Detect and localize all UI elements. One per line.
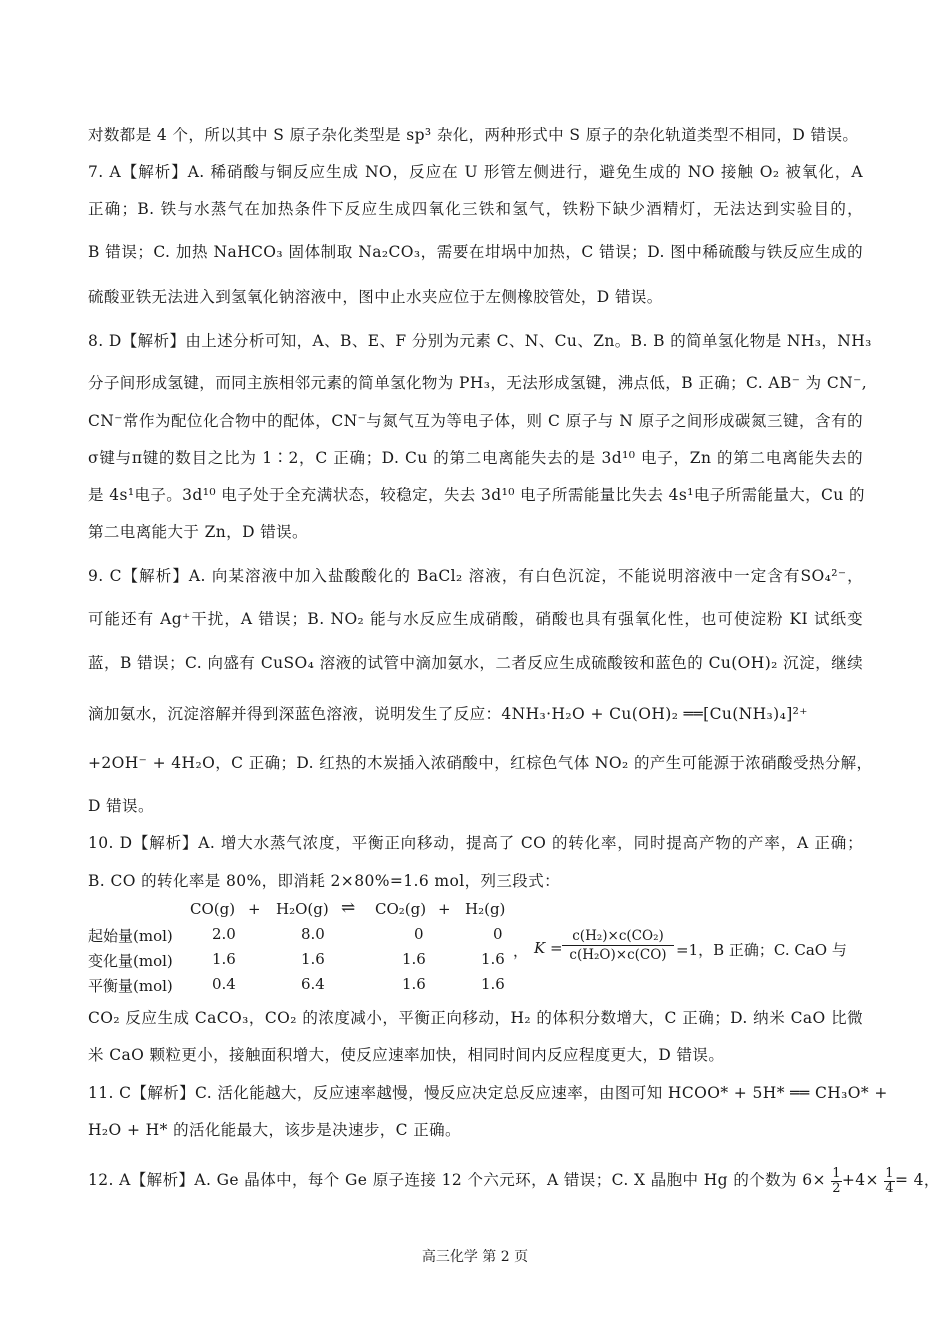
row-value: 0 — [493, 925, 503, 943]
fraction-numerator: 1 — [885, 1165, 894, 1181]
eq-plus: + — [438, 900, 451, 918]
row-label: 变化量(mol) — [88, 952, 173, 970]
row-value: 1.6 — [481, 950, 505, 968]
text-line: H₂O + H* 的活化能最大，该步是决速步，C 正确。 — [88, 1121, 461, 1139]
row-value: 8.0 — [301, 925, 325, 943]
row-value: 1.6 — [402, 950, 426, 968]
eq-species: H₂O(g) — [276, 900, 329, 918]
fraction-one-half — [831, 1167, 842, 1196]
row-value: 2.0 — [212, 925, 236, 943]
eq-species: CO₂(g) — [375, 900, 427, 918]
equilibrium-arrow: ⇌ — [341, 898, 356, 918]
text-segment: 12. A【解析】A. Ge 晶体中，每个 Ge 原子连接 12 个六元环，A 错误；C. X 晶胞中 Hg 的个数为 6× — [88, 1171, 826, 1189]
text-line: 10. D【解析】A. 增大水蒸气浓度，平衡正向移动，提高了 CO 的转化率，同时提高产物的产率，A 正确； — [88, 834, 863, 852]
text-line: 9. C【解析】A. 向某溶液中加入盐酸酸化的 BaCl₂ 溶液，有白色沉淀，不能说明溶液中一定含有SO₄²⁻， — [88, 567, 863, 585]
k-denominator: c(H₂O)×c(CO) — [569, 947, 667, 963]
text-line: 硫酸亚铁无法进入到氢氧化钠溶液中，图中止水夹应位于左侧橡胶管处，D 错误。 — [88, 288, 663, 306]
text-line-with-fractions — [88, 1160, 940, 1200]
eq-plus: + — [248, 900, 261, 918]
text-line: 8. D【解析】由上述分析可知，A、B、E、F 分别为元素 C、N、Cu、Zn。B. B 的简单氢化物是 NH₃，NH₃ — [88, 332, 872, 350]
text-line: 第二电离能大于 Zn，D 错误。 — [88, 523, 308, 541]
text-line: 11. C【解析】C. 活化能越大，反应速率越慢，慢反应决定总反应速率，由图可知 HCOO* + 5H* ══ CH₃O* + — [88, 1084, 888, 1102]
text-line: CN⁻常作为配位化合物中的配体，CN⁻与氮气互为等电子体，则 C 原子与 N 原子之间形成碳氮三键，含有的 — [88, 412, 863, 430]
text-line: 对数都是 4 个，所以其中 S 原子杂化类型是 sp³ 杂化，两种形式中 S 原子的杂化轨道类型不相同，D 错误。 — [88, 126, 859, 144]
row-value: 1.6 — [402, 975, 426, 993]
text-line: B 错误；C. 加热 NaHCO₃ 固体制取 Na₂CO₃，需要在坩埚中加热，C 错误；D. 图中稀硫酸与铁反应生成的 — [88, 243, 863, 261]
eq-species: CO(g) — [190, 900, 236, 918]
k-numerator: c(H₂)×c(CO₂) — [562, 928, 674, 946]
row-label: 起始量(mol) — [88, 927, 173, 945]
text-line: 滴加氨水，沉淀溶解并得到深蓝色溶液，说明发生了反应：4NH₃·H₂O + Cu(OH)₂ ══[Cu(NH₃)₄]²⁺ — [88, 705, 808, 723]
k-tail: =1，B 正确；C. CaO 与 — [676, 941, 847, 959]
comma: ， — [513, 942, 529, 960]
row-value: 1.6 — [481, 975, 505, 993]
text-line: 可能还有 Ag⁺干扰，A 错误；B. NO₂ 能与水反应生成硝酸，硝酸也具有强氧化性，也可使淀粉 KI 试纸变 — [88, 610, 863, 628]
text-line: 蓝，B 错误；C. 向盛有 CuSO₄ 溶液的试管中滴加氨水，二者反应生成硫酸铵和蓝色的 Cu(OH)₂ 沉淀，继续 — [88, 654, 863, 672]
text-line: 正确；B. 铁与水蒸气在加热条件下反应生成四氧化三铁和氢气，铁粉下缺少酒精灯，无法达到实验目的， — [88, 200, 863, 218]
fraction-denominator: 2 — [832, 1180, 841, 1196]
text-segment: = 4， — [894, 1171, 940, 1189]
text-line: 是 4s¹电子。3d¹⁰ 电子处于全充满状态，较稳定，失去 3d¹⁰ 电子所需能量比失去 4s¹电子所需能量大，Cu 的 — [88, 486, 865, 504]
text-line: B. CO 的转化率是 80%，即消耗 2×80%=1.6 mol，列三段式： — [88, 872, 560, 890]
eq-species: H₂(g) — [465, 900, 506, 918]
text-line: 分子间形成氢键，而同主族相邻元素的简单氢化物为 PH₃，无法形成氢键，沸点低，B 正确；C. AB⁻ 为 CN⁻, — [88, 374, 868, 392]
row-value: 0.4 — [212, 975, 236, 993]
k-fraction — [562, 928, 674, 964]
row-label: 平衡量(mol) — [88, 977, 173, 995]
fraction-numerator: 1 — [832, 1165, 841, 1181]
text-line: D 错误。 — [88, 797, 154, 815]
text-line: σ键与π键的数目之比为 1∶2，C 正确；D. Cu 的第二电离能失去的是 3d¹⁰ 电子，Zn 的第二电离能失去的 — [88, 449, 863, 467]
page-footer: 高三化学 第 2 页 — [421, 1249, 529, 1265]
fraction-denominator: 4 — [885, 1180, 894, 1196]
text-line: +2OH⁻ + 4H₂O，C 正确；D. 红热的木炭插入浓硝酸中，红棕色气体 NO₂ 的产生可能源于浓硝酸受热分解， — [88, 754, 873, 772]
row-value: 6.4 — [301, 975, 325, 993]
text-line: 7. A【解析】A. 稀硝酸与铜反应生成 NO，反应在 U 形管左侧进行，避免生成的 NO 接触 O₂ 被氧化，A — [88, 163, 863, 181]
text-line: 米 CaO 颗粒更小，接触面积增大，使反应速率加快，相同时间内反应程度更大，D 错误。 — [88, 1046, 725, 1064]
row-value: 0 — [414, 925, 424, 943]
row-value: 1.6 — [212, 950, 236, 968]
k-label: K = — [534, 939, 563, 957]
fraction-one-quarter — [884, 1167, 895, 1196]
row-value: 1.6 — [301, 950, 325, 968]
equilibrium-table — [88, 898, 868, 1002]
text-segment: +4× — [841, 1171, 879, 1189]
text-line: CO₂ 反应生成 CaCO₃，CO₂ 的浓度减小，平衡正向移动，H₂ 的体积分数增大，C 正确；D. 纳米 CaO 比微 — [88, 1009, 863, 1027]
